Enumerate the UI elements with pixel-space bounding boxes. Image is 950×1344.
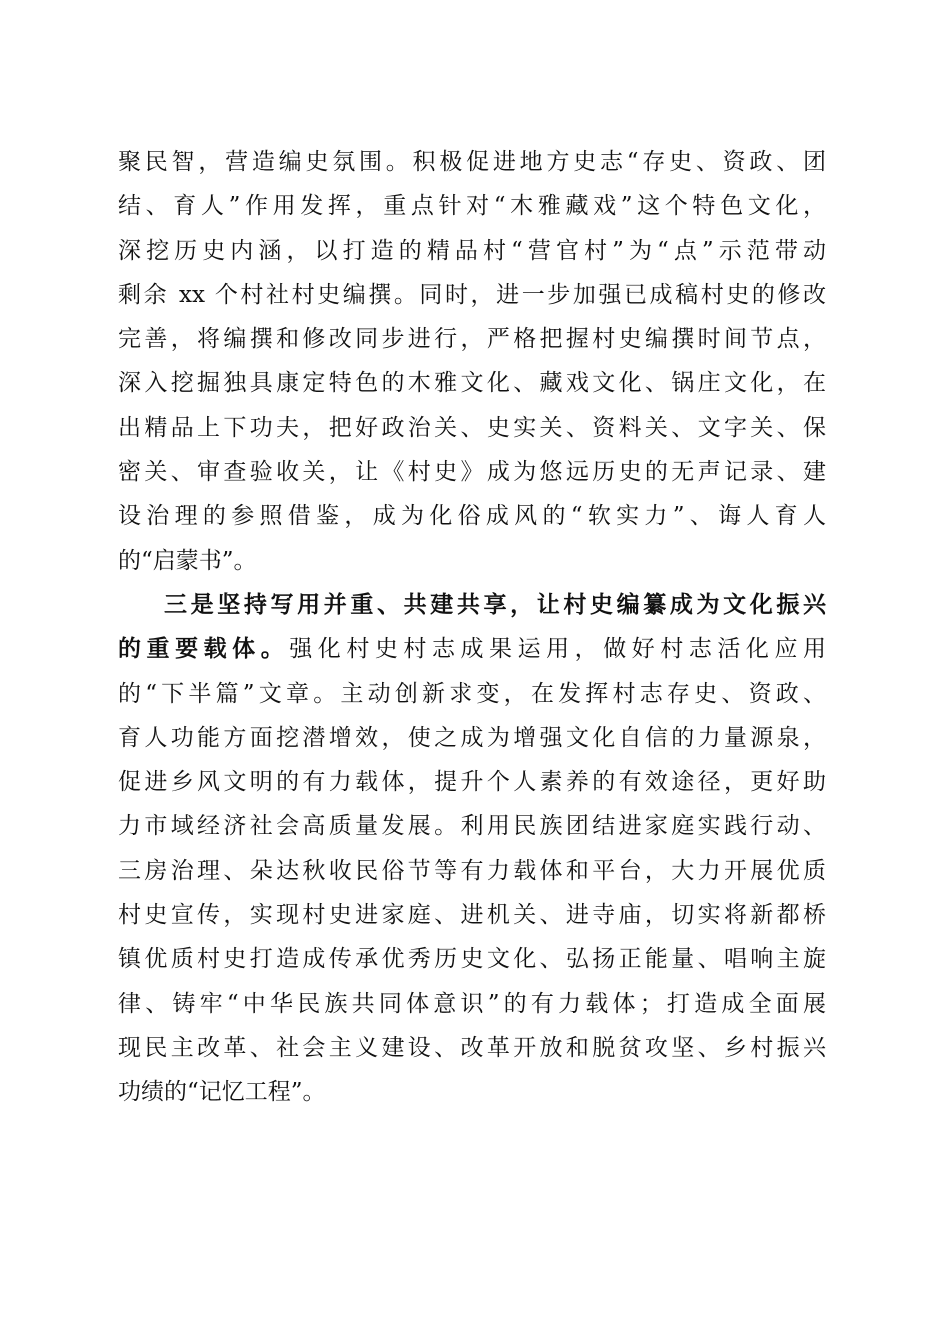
paragraph-heading-line [118,627,826,671]
paragraph-line: 聚民智，营造编史氛围。积极促进地方史志“存史、资政、团 [118,149,826,175]
paragraph-line: 结、育人”作用发挥，重点针对“木雅藏戏”这个特色文化， [118,193,826,220]
paragraph-2 [118,583,826,1115]
paragraph-line: 促进乡风文明的有力载体，提升个人素养的有效途径，更好助 [118,769,826,796]
paragraph-line: 育人功能方面挖潜增效，使之成为增强文化自信的力量源泉， [118,724,826,751]
paragraph-line: 设治理的参照借鉴，成为化俗成风的“软实力”、诲人育人 [118,503,826,530]
paragraph-line: 三房治理、朵达秋收民俗节等有力载体和平台，大力开展优质 [118,857,826,884]
paragraph-heading-rest: 强化村史村志成果运用，做好村志活化应用 [289,636,827,663]
paragraph-line: 密关、审查验收关，让《村史》成为悠远历史的无声记录、建 [118,459,826,486]
paragraph-line: 村史宣传，实现村史进家庭、进机关、进寺庙，切实将新都桥 [118,902,826,929]
paragraph-line: 镇优质村史打造成传承优秀历史文化、弘扬正能量、唱响主旋 [118,946,826,973]
paragraph-heading-bold: 的重要载体。 [118,635,290,663]
paragraph-line: 律、铸牢“中华民族共同体意识”的有力载体；打造成全面展 [118,990,826,1017]
paragraph-1 [118,140,826,583]
paragraph-line: 深挖历史内涵，以打造的精品村“营官村”为“点”示范带动 [118,237,826,264]
paragraph-line: 力市域经济社会高质量发展。利用民族团结进家庭实践行动、 [118,813,826,840]
paragraph-line: 剩余 xx 个村社村史编撰。同时，进一步加强已成稿村史的修改 [118,281,826,308]
paragraph-line: 深入挖掘独具康定特色的木雅文化、藏戏文化、锅庄文化，在 [118,370,826,397]
paragraph-line: 的“启蒙书”。 [118,547,257,574]
paragraph-line: 功绩的“记忆工程”。 [118,1079,326,1106]
paragraph-line: 出精品上下功夫，把好政治关、史实关、资料关、文字关、保 [118,414,826,441]
paragraph-heading-line: 三是坚持写用并重、共建共享，让村史编纂成为文化振兴 [164,590,826,618]
paragraph-line: 完善，将编撰和修改同步进行，严格把握村史编撰时间节点， [118,326,826,353]
document-body [118,140,826,1115]
paragraph-line: 现民主改革、社会主义建设、改革开放和脱贫攻坚、乡村振兴 [118,1034,826,1061]
paragraph-line: 的“下半篇”文章。主动创新求变，在发挥村志存史、资政、 [118,680,826,707]
